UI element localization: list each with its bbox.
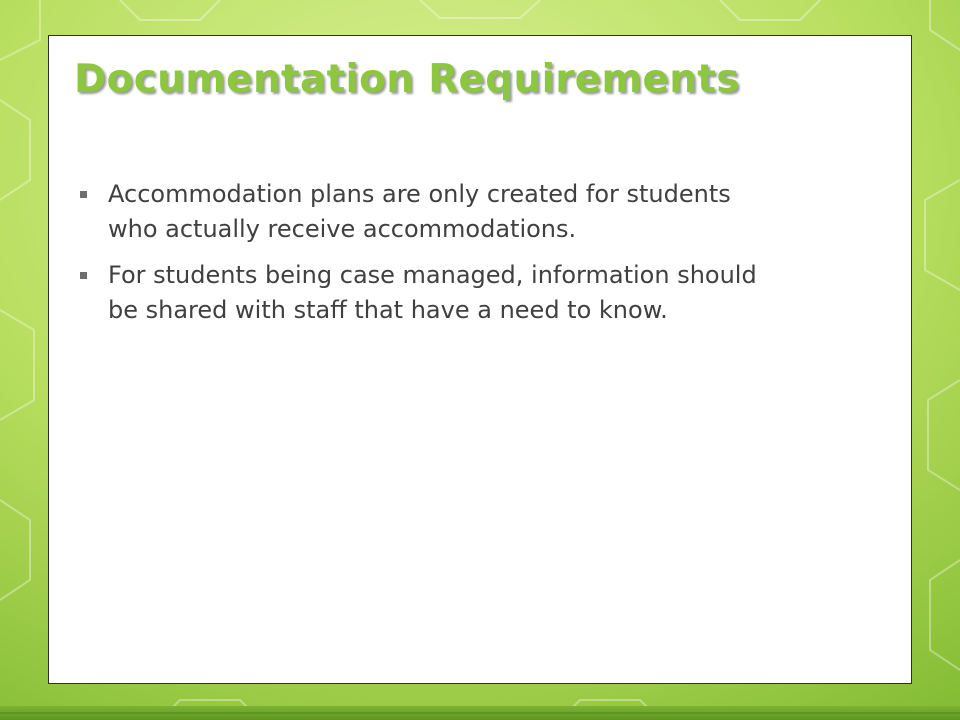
bullet-item (66, 177, 786, 247)
bullet-text: Accommodation plans are only created for students who actually receive accommodations. (108, 180, 731, 243)
content-panel (48, 35, 912, 684)
bullet-list (66, 177, 786, 339)
bullet-item (66, 258, 786, 328)
square-bullet-icon (80, 272, 87, 279)
square-bullet-icon (80, 191, 87, 198)
bullet-text: For students being case managed, information should be shared with staff that have a need to know. (108, 261, 757, 324)
slide-title: Documentation Requirements (74, 57, 740, 102)
